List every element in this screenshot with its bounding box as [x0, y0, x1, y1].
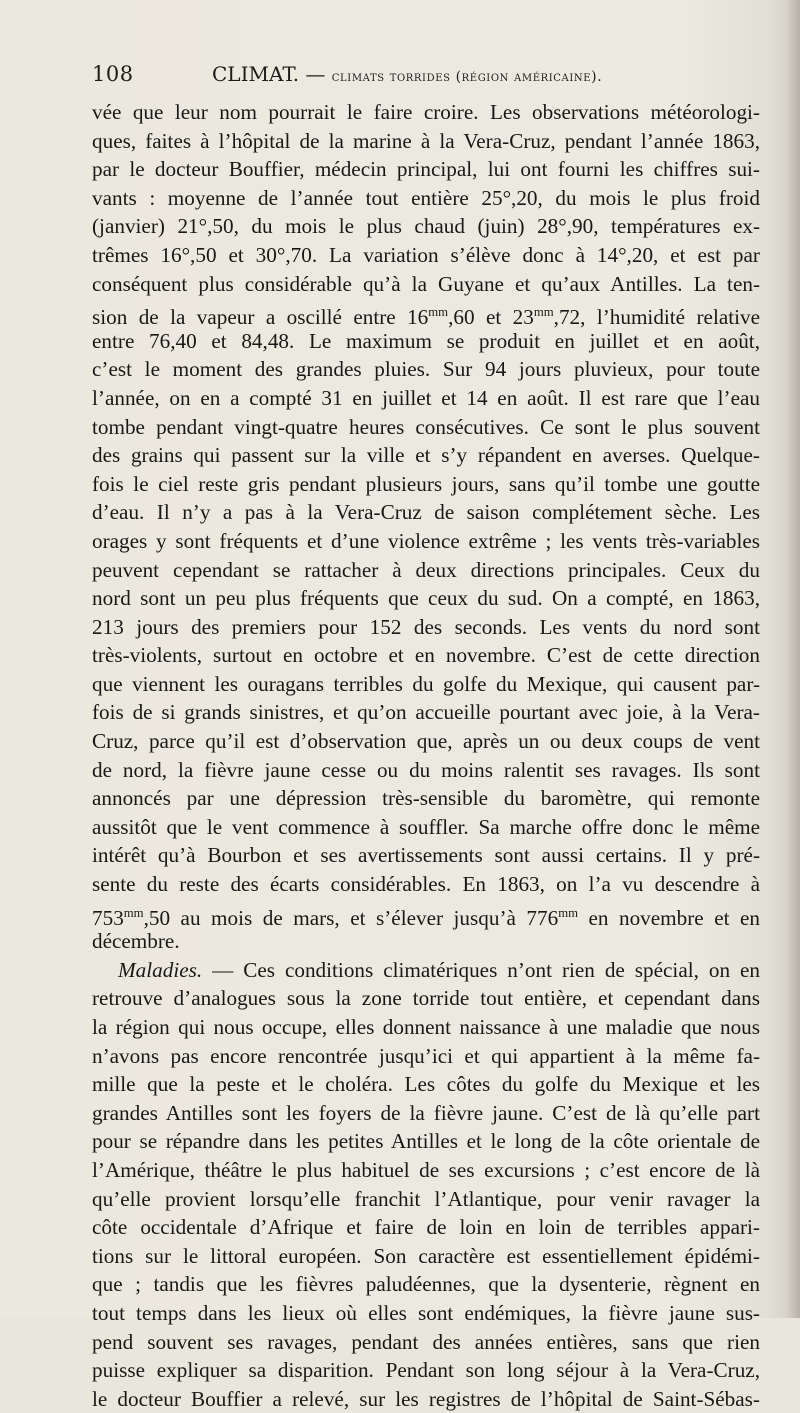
text-line-rest: — Ces conditions climatériques n’ont rien de spécial, on en — [202, 957, 760, 982]
section-heading: Maladies. — [118, 957, 203, 982]
text-line: fois le ciel reste gris pendant plusieurs jours, sans qu’il tombe une goutte — [92, 471, 760, 496]
text-line: pend souvent ses ravages, pendant des années entières, sans que rien — [92, 1329, 760, 1354]
text-line: puisse expliquer sa disparition. Pendant son long séjour à la Vera-Cruz, — [92, 1358, 760, 1383]
text-line: n’avons pas encore rencontrée jusqu’ici et qui appartient à la même fa- — [92, 1043, 760, 1068]
text-line: $753^{mm},50$ au mois de mars, et s’élever jusqu’à $776^{mm}$ en novembre et en — [92, 905, 760, 930]
text-line: tions sur le littoral européen. Son caractère est essentiellement épidémi- — [92, 1243, 760, 1268]
text-line: orages y sont fréquents et d’une violence extrême ; les vents très-variables — [92, 528, 760, 553]
running-title-main: CLIMAT. — — [212, 62, 326, 86]
text-line: vants : moyenne de l’année tout entière 25°,20, du mois le plus froid — [92, 185, 760, 210]
text-line: retrouve d’analogues sous la zone torride tout entière, et cependant dans — [92, 986, 760, 1011]
body-text — [92, 98, 760, 1413]
text-line: que ; tandis que les fièvres paludéennes, que la dysenterie, règnent en — [92, 1272, 760, 1297]
paragraph-climate — [92, 98, 760, 956]
text-line: l’Amérique, théâtre le plus habituel de ses excursions ; c’est encore de là — [92, 1157, 760, 1182]
text-line: trêmes 16°,50 et 30°,70. La variation s’élève donc à 14°,20, et est par — [92, 242, 760, 267]
text-line: nord sont un peu plus fréquents que ceux du sud. On a compté, en 1863, — [92, 586, 760, 611]
text-line: aussitôt que le vent commence à souffler. Sa marche offre donc le même — [92, 814, 760, 839]
text-line: mille que la peste et le choléra. Les côtes du golfe du Mexique et les — [92, 1072, 760, 1097]
text-line: entre 76,40 et 84,48. Le maximum se produit en juillet et en août, — [92, 328, 760, 353]
text-line: (janvier) 21°,50, du mois le plus chaud (juin) 28°,90, températures ex- — [92, 214, 760, 239]
text-line: que viennent les ouragans terribles du golfe du Mexique, qui causent par- — [92, 671, 760, 696]
text-line: d’eau. Il n’y a pas à la Vera-Cruz de saison complétement sèche. Les — [92, 500, 760, 525]
text-line: la région qui nous occupe, elles donnent naissance à une maladie que nous — [92, 1015, 760, 1039]
text-line: c’est le moment des grandes pluies. Sur 94 jours pluvieux, pour toute — [92, 357, 760, 382]
text-line: l’année, on en a compté 31 en juillet et 14 en août. Il est rare que l’eau — [92, 385, 760, 410]
page-number: 108 — [92, 62, 134, 86]
paragraph-maladies — [92, 956, 760, 1413]
text-line: tombe pendant vingt-quatre heures consécutives. Ce sont le plus souvent — [92, 414, 760, 439]
text-line: sion de la vapeur a oscillé entre $16^{mm},60$ et $23^{mm},72$, l’humidité relative — [92, 305, 761, 330]
text-line: côte occidentale d’Afrique et faire de loin en loin de terribles appari- — [92, 1215, 760, 1240]
text-line: le docteur Bouffier a relevé, sur les registres de l’hôpital de Saint-Sébas- — [92, 1386, 760, 1411]
text-line: grandes Antilles sont les foyers de la fièvre jaune. C’est de là qu’elle part — [92, 1100, 760, 1125]
running-title — [212, 62, 602, 86]
text-line: pour se répandre dans les petites Antilles et le long de la côte orientale de — [92, 1129, 760, 1154]
running-header — [92, 62, 760, 96]
text-line: Cruz, parce qu’il est d’observation que, après un ou deux coups de vent — [92, 729, 760, 754]
text-line: conséquent plus considérable qu’à la Guyane et qu’aux Antilles. La ten- — [92, 271, 760, 296]
text-line: intérêt qu’à Bourbon et ses avertissements sont aussi certains. Il y pré- — [92, 843, 760, 868]
text-line: fois de si grands sinistres, et qu’on accueille pourtant avec joie, à la Vera- — [92, 700, 760, 725]
text-line: tout temps dans les lieux où elles sont endémiques, la fièvre jaune sus- — [92, 1300, 760, 1325]
text-line-first — [92, 956, 760, 985]
running-title-subtitle: climats torrides (région américaine). — [331, 69, 603, 85]
text-line: sente du reste des écarts considérables. En 1863, on l’a vu descendre à — [92, 872, 760, 897]
text-line: par le docteur Bouffier, médecin principal, lui ont fourni les chiffres sui- — [92, 157, 760, 182]
text-line: décembre. — [92, 929, 180, 954]
page-edge-shadow — [786, 0, 800, 1318]
text-line: peuvent cependant se rattacher à deux directions principales. Ceux du — [92, 557, 760, 582]
text-line: 213 jours des premiers pour 152 des seconds. Les vents du nord sont — [92, 614, 760, 639]
text-line: très-violents, surtout en octobre et en novembre. C’est de cette direction — [92, 643, 760, 668]
text-line: de nord, la fièvre jaune cesse ou du moins ralentit ses ravages. Ils sont — [92, 757, 760, 782]
text-line: vée que leur nom pourrait le faire croire. Les observations météorologi- — [92, 100, 760, 124]
text-line: des grains qui passent sur la ville et s’y répandent en averses. Quelque- — [92, 443, 760, 468]
text-line: ques, faites à l’hôpital de la marine à la Vera-Cruz, pendant l’année 1863, — [92, 128, 760, 153]
text-line: qu’elle provient lorsqu’elle franchit l’Atlantique, pour venir ravager la — [92, 1186, 760, 1211]
text-line: annoncés par une dépression très-sensible du baromètre, qui remonte — [92, 786, 760, 811]
